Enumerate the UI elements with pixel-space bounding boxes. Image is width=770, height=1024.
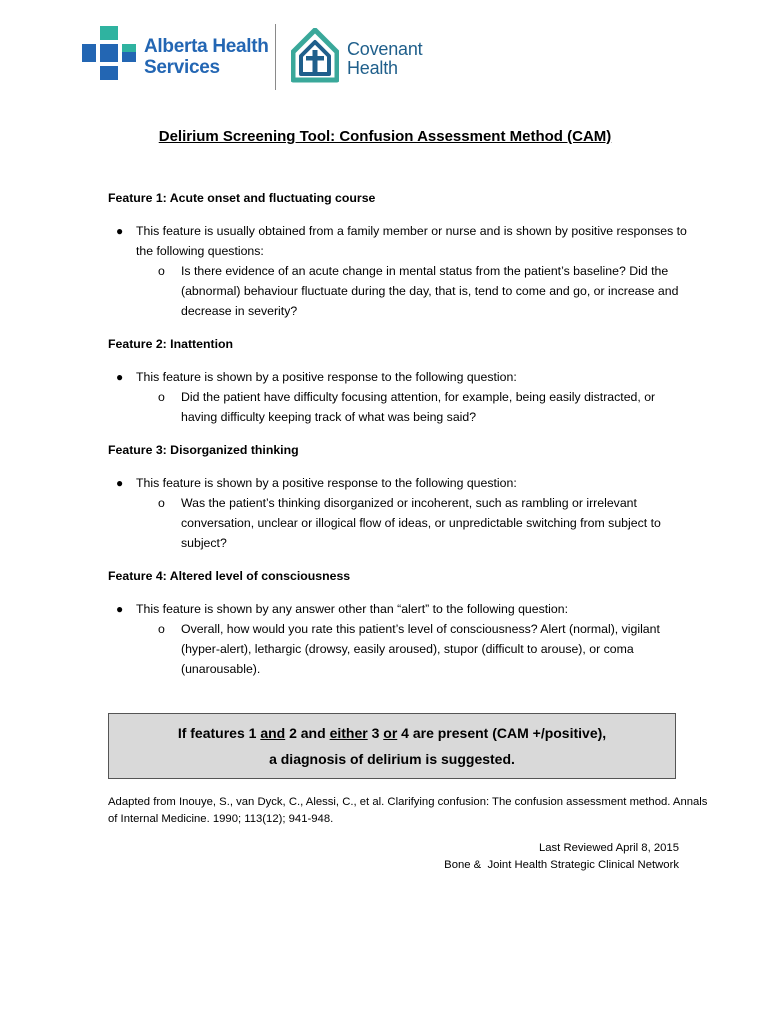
header-logos	[82, 22, 442, 92]
feature-bullet: ● This feature is usually obtained from a family member or nurse and is shown by positive responses to the following questions:	[108, 221, 688, 261]
bullet-dot-icon: ●	[116, 370, 124, 384]
ahs-logo-text: Alberta Health Services	[144, 36, 269, 78]
feature-question: o Overall, how would you rate this patient’s level of consciousness? Alert (normal), vigilant (hyper-alert), lethargic (drowsy, easily aroused), stupor (difficult to arouse), or coma (unarousable).	[108, 619, 688, 679]
last-reviewed: Last Reviewed April 8, 2015	[538, 842, 679, 854]
feature-question: o Did the patient have difficulty focusing attention, for example, being easily distracted, or having difficulty keeping track of what was being said?	[108, 387, 688, 427]
bullet-dot-icon: ●	[116, 476, 124, 490]
feature-question: o Was the patient’s thinking disorganized or incoherent, such as rambling or irrelevant conversation, unclear or illogical flow of ideas, or unpredictable switching from subject to subject?	[108, 493, 688, 553]
sub-bullet-icon: o	[158, 264, 165, 278]
ahs-cross-logo-icon	[82, 26, 138, 82]
bullet-dot-icon: ●	[116, 224, 124, 238]
sub-bullet-icon: o	[158, 390, 165, 404]
feature-heading: Feature 4: Altered level of consciousness	[108, 569, 351, 583]
sub-bullet-icon: o	[158, 496, 165, 510]
feature-bullet: ● This feature is shown by any answer other than “alert” to the following question:	[108, 599, 688, 619]
features-section	[108, 188, 688, 679]
feature-3	[108, 440, 688, 553]
summary-line-2: a diagnosis of delirium is suggested.	[269, 751, 515, 767]
document-title: Delirium Screening Tool: Confusion Assessment Method (CAM)	[158, 128, 612, 145]
covenant-health-logo-icon	[291, 28, 339, 86]
network-name: Bone & Joint Health Strategic Clinical Network	[444, 859, 679, 871]
logo-divider	[275, 24, 276, 90]
feature-bullet: ● This feature is shown by a positive response to the following question:	[108, 473, 688, 493]
sub-bullet-icon: o	[158, 622, 165, 636]
feature-heading: Feature 2: Inattention	[108, 337, 234, 351]
feature-bullet: ● This feature is shown by a positive response to the following question:	[108, 367, 688, 387]
bullet-dot-icon: ●	[116, 602, 124, 616]
summary-line-1: If features 1 and 2 and either 3 or 4 are present (CAM +/positive),	[177, 725, 607, 741]
feature-heading: Feature 1: Acute onset and fluctuating course	[108, 191, 376, 205]
feature-question: o Is there evidence of an acute change in mental status from the patient’s baseline? Did the (abnormal) behaviour fluctuate during the day, that is, tend to come and go, or increase and decrease in severity?	[108, 261, 688, 321]
review-footer	[444, 840, 679, 874]
covenant-logo-text: Covenant Health	[347, 39, 423, 78]
feature-heading: Feature 3: Disorganized thinking	[108, 443, 299, 457]
diagnosis-summary-box	[108, 713, 676, 779]
feature-2	[108, 334, 688, 427]
feature-1	[108, 188, 688, 321]
feature-4	[108, 566, 688, 679]
citation: Adapted from Inouye, S., van Dyck, C., Alessi, C., et al. Clarifying confusion: The confusion assessment method. Annals of Internal Medicine. 1990; 113(12); 941-948.	[108, 796, 708, 825]
